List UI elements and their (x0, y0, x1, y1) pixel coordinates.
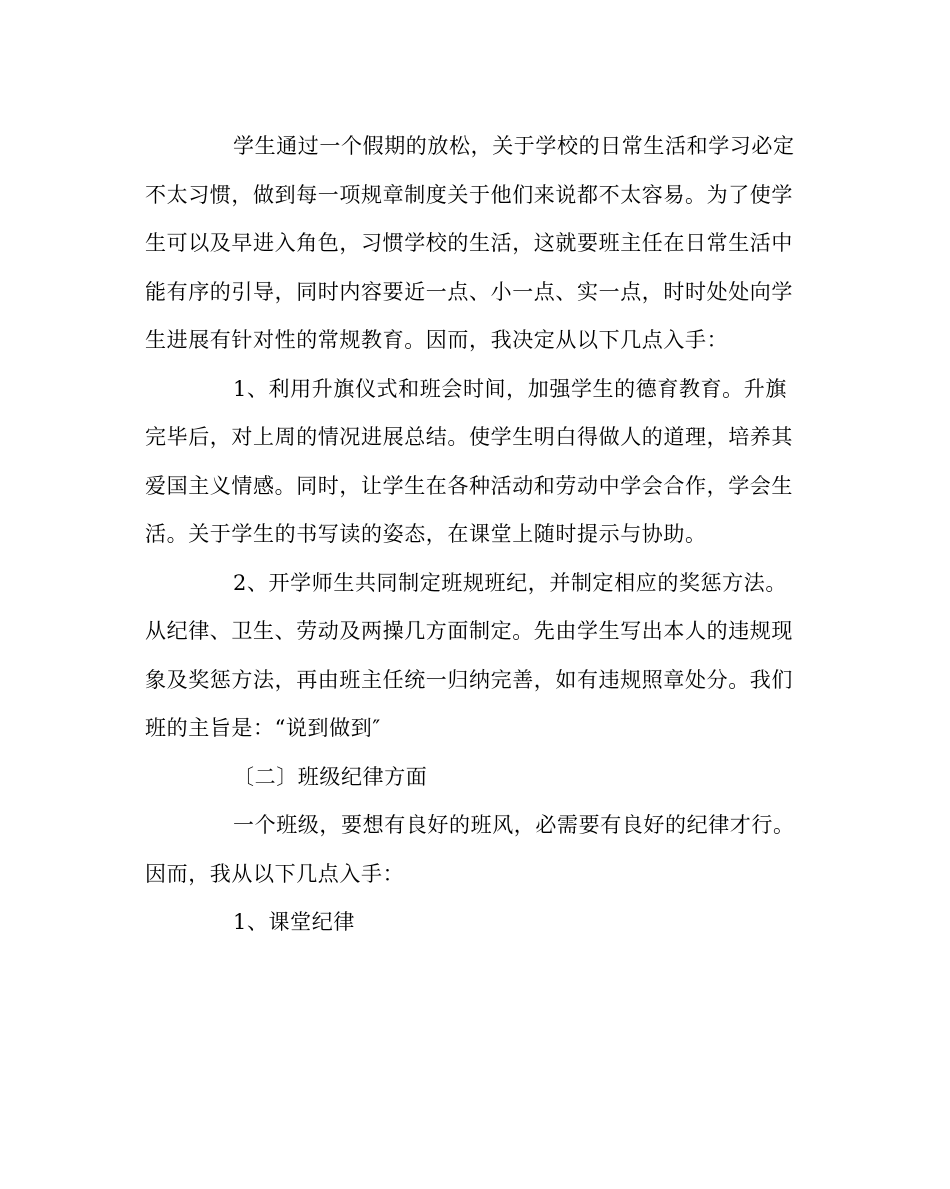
text-line: 一个班级，要想有良好的班风，必需要有良好的纪律才行。 (233, 813, 795, 837)
document-body (145, 122, 805, 947)
section-heading (145, 753, 805, 802)
subsection-heading (145, 898, 805, 947)
text-line: 从纪律、卫生、劳动及两操几方面制定。先由学生写出本人的违规现 (145, 619, 793, 643)
text-line: 能有序的引导，同时内容要近一点、小一点、实一点，时时处处向学 (145, 279, 793, 304)
paragraph-item-2 (145, 559, 805, 753)
text-line: 班的主旨是：“说到做到″ (145, 716, 381, 740)
text-line: 1、课堂纪律 (233, 910, 355, 934)
text-line: 学生通过一个假期的放松，关于学校的日常生活和学习必定 (233, 134, 795, 158)
text-line: 象及奖惩方法，再由班主任统一归纳完善，如有违规照章处分。我们 (145, 667, 793, 692)
text-line: 生可以及早进入角色，习惯学校的生活，这就要班主任在日常生活中 (145, 231, 793, 255)
text-line: 不太习惯，做到每一项规章制度关于他们来说都不太容易。为了使学 (145, 182, 793, 207)
text-line: 完毕后，对上周的情况进展总结。使学生明白得做人的道理，培养其 (145, 425, 793, 449)
text-line: 活。关于学生的书写读的姿态，在课堂上随时提示与协助。 (145, 522, 707, 546)
text-line: 生进展有针对性的常规教育。因而，我决定从以下几点入手： (145, 328, 729, 352)
text-line: 2、开学师生共同制定班规班纪，并制定相应的奖惩方法。 (233, 570, 787, 595)
paragraph-discipline (145, 801, 805, 898)
text-line: 1、利用升旗仪式和班会时间，加强学生的德育教育。升旗 (233, 376, 787, 401)
text-line: 爱国主义情感。同时，让学生在各种活动和劳动中学会合作，学会生 (145, 473, 793, 498)
paragraph-item-1 (145, 365, 805, 559)
paragraph-intro (145, 122, 805, 365)
text-line: 〔二〕班级纪律方面 (233, 764, 428, 789)
text-line: 因而，我从以下几点入手： (145, 861, 405, 886)
